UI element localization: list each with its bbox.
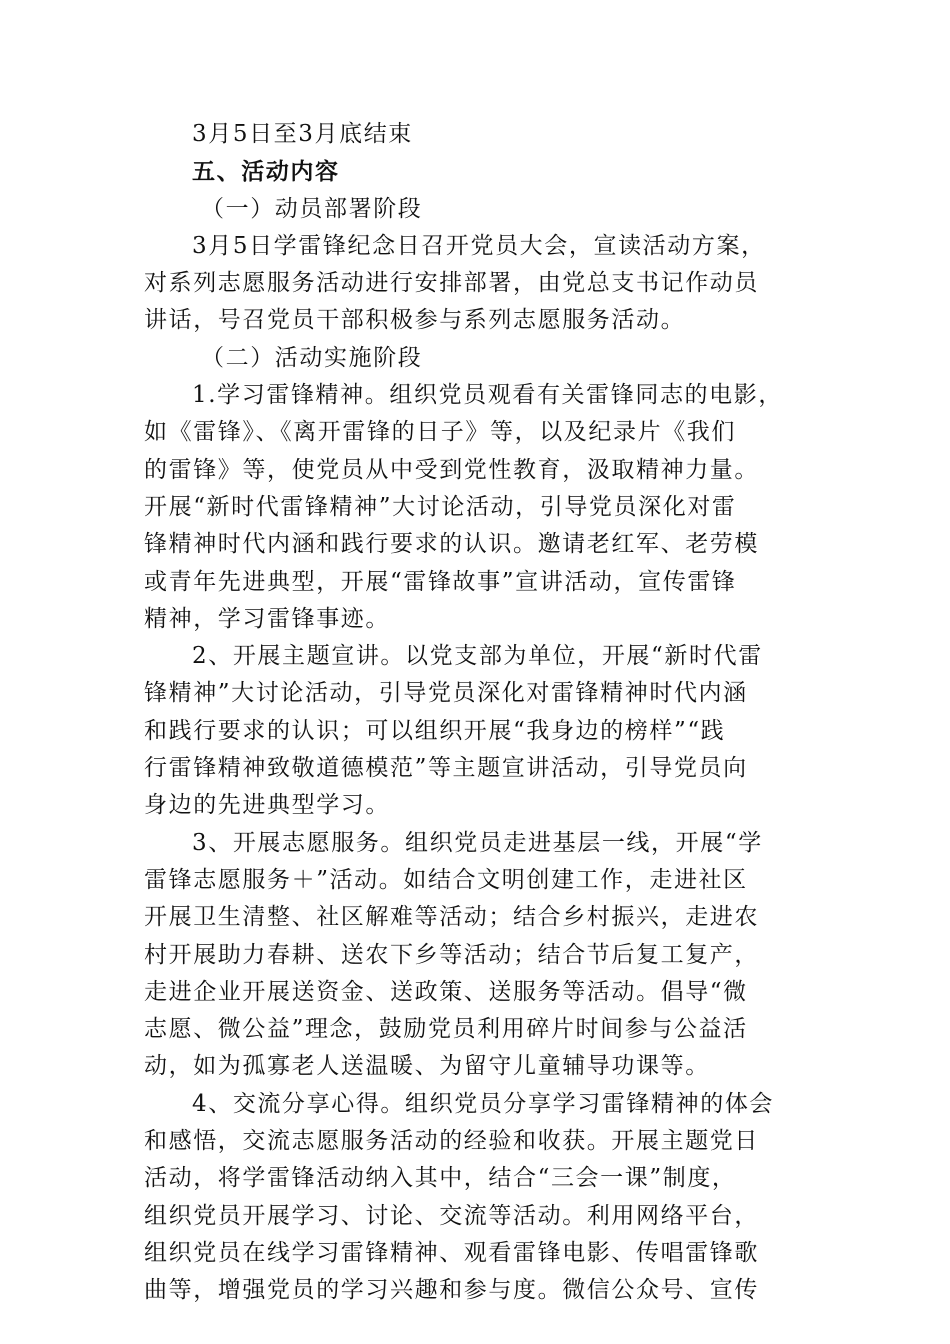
text-line: 3月5日至3月底结束 — [192, 121, 413, 147]
text-line: 和践行要求的认识；可以组织开展“我身边的榜样”“践 — [144, 717, 726, 744]
text-line: 精神，学习雷锋事迹。 — [144, 605, 390, 632]
text-line: 曲等，增强党员的学习兴趣和参与度。微信公众号、宣传 — [144, 1277, 759, 1304]
text-line: 1.学习雷锋精神。组织党员观看有关雷锋同志的电影， — [192, 382, 783, 409]
text-line: 2、开展主题宣讲。以党支部为单位，开展“新时代雷 — [192, 643, 763, 670]
text-line: 动，如为孤寡老人送温暖、为留守儿童辅导功课等。 — [144, 1053, 710, 1080]
text-line: 志愿、微公益”理念，鼓励党员利用碎片时间参与公益活 — [144, 1016, 748, 1043]
text-line: 开展“新时代雷锋精神”大讨论活动，引导党员深化对雷 — [144, 493, 737, 520]
text-line: 开展卫生清整、社区解难等活动；结合乡村振兴，走进农 — [144, 904, 759, 931]
text-line: 3月5日学雷锋纪念日召开党员大会，宣读活动方案， — [192, 232, 766, 259]
text-line: 雷锋志愿服务＋”活动。如结合文明创建工作，走进社区 — [144, 866, 748, 893]
section-heading: 五、活动内容 — [192, 158, 340, 186]
text-line: 行雷锋精神致敬道德模范”等主题宣讲活动，引导党员向 — [144, 755, 748, 782]
text-line: 的雷锋》等，使党员从中受到党性教育，汲取精神力量。 — [144, 456, 759, 483]
text-line: 3、开展志愿服务。组织党员走进基层一线，开展“学 — [192, 829, 763, 856]
text-line: 组织党员开展学习、讨论、交流等活动。利用网络平台， — [144, 1202, 759, 1229]
text-line: 如《雷锋》、《离开雷锋的日子》等，以及纪录片《我们 — [144, 419, 736, 446]
text-line: 身边的先进典型学习。 — [144, 792, 390, 819]
text-line: 组织党员在线学习雷锋精神、观看雷锋电影、传唱雷锋歌 — [144, 1239, 759, 1266]
text-line: 锋精神”大讨论活动，引导党员深化对雷锋精神时代内涵 — [144, 680, 748, 707]
text-line: 讲话，号召党员干部积极参与系列志愿服务活动。 — [144, 307, 686, 334]
subsection-heading: （二）活动实施阶段 — [201, 344, 423, 371]
subsection-heading: （一）动员部署阶段 — [201, 195, 423, 222]
text-line: 或青年先进典型，开展“雷锋故事”宣讲活动，宣传雷锋 — [144, 568, 737, 595]
text-line: 锋精神时代内涵和践行要求的认识。邀请老红军、老劳模 — [144, 531, 759, 558]
text-line: 4、交流分享心得。组织党员分享学习雷锋精神的体会 — [192, 1090, 775, 1117]
text-line: 和感悟，交流志愿服务活动的经验和收获。开展主题党日 — [144, 1128, 759, 1155]
document-body — [144, 116, 808, 1310]
text-line: 走进企业开展送资金、送政策、送服务等活动。倡导“微 — [144, 978, 748, 1005]
text-line: 对系列志愿服务活动进行安排部署，由党总支书记作动员 — [144, 270, 759, 297]
text-line: 活动，将学雷锋活动纳入其中，结合“三会一课”制度， — [144, 1165, 737, 1192]
text-line: 村开展助力春耕、送农下乡等活动；结合节后复工复产， — [144, 941, 759, 968]
